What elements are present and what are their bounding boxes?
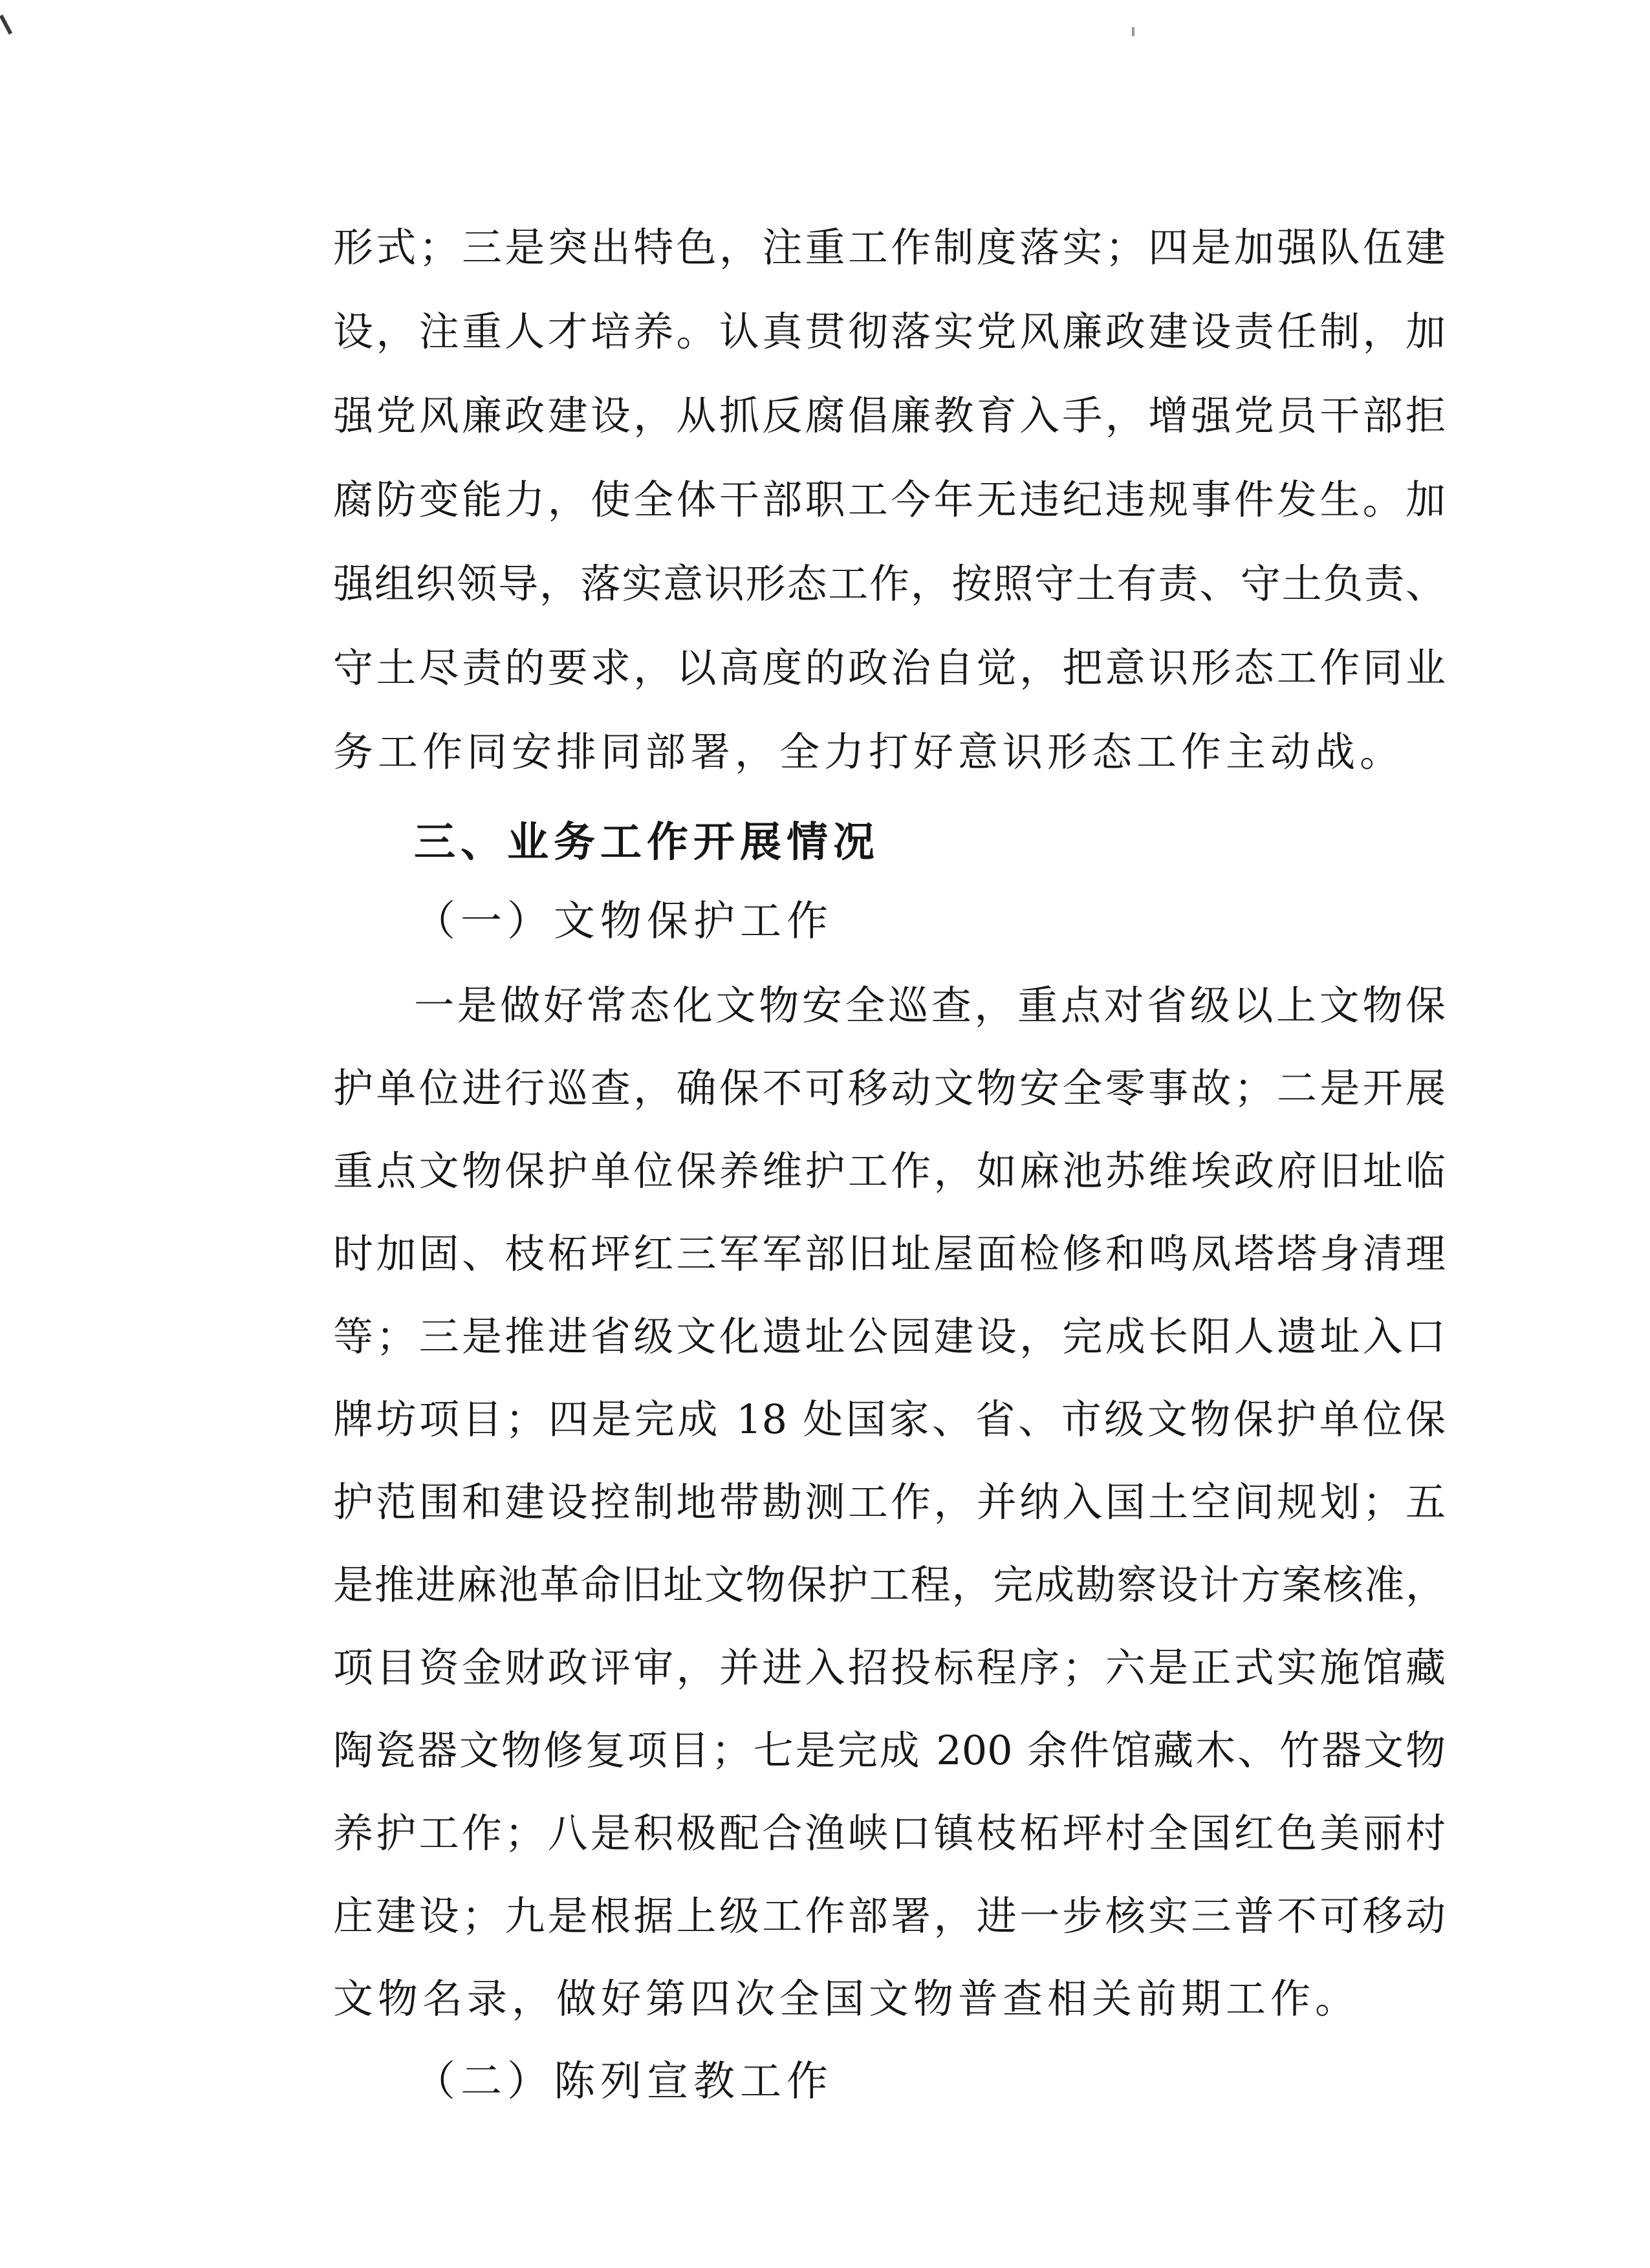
paragraph-line: 强组织领导，落实意识形态工作，按照守土有责、守土负责、 [333,560,1446,607]
paragraph-line: 形式；三是突出特色，注重工作制度落实；四是加强队伍建 [333,224,1446,271]
paragraph-line: 养护工作；八是积极配合渔峡口镇枝柘坪村全国红色美丽村 [333,1809,1446,1857]
paragraph-line: 陶瓷器文物修复项目；七是完成 200 余件馆藏木、竹器文物 [333,1727,1446,1774]
paragraph-line: 守土尽责的要求，以高度的政治自觉，把意识形态工作同业 [333,644,1446,691]
paragraph-line: 设，注重人才培养。认真贯彻落实党风廉政建设责任制，加 [333,308,1446,355]
paragraph-line: 是推进麻池革命旧址文物保护工程，完成勘察设计方案核准， [333,1561,1446,1608]
paragraph-line: 重点文物保护单位保养维护工作，如麻池苏维埃政府旧址临 [333,1147,1446,1194]
paragraph-line: 腐防变能力，使全体干部职工今年无违纪违规事件发生。加 [333,476,1446,523]
paragraph-line: 等；三是推进省级文化遗址公园建设，完成长阳人遗址入口 [333,1313,1446,1360]
subsection-heading: （一）文物保护工作 [414,898,833,945]
paragraph-line: 牌坊项目；四是完成 18 处国家、省、市级文物保护单位保 [333,1396,1446,1443]
paragraph-line: 护范围和建设控制地带勘测工作，并纳入国土空间规划；五 [333,1478,1446,1526]
scan-speck [1132,27,1134,36]
scan-corner-mark [0,14,12,34]
paragraph-line: 强党风廉政建设，从抓反腐倡廉教育入手，增强党员干部拒 [333,392,1446,439]
paragraph-line: 护单位进行巡查，确保不可移动文物安全零事故；二是开展 [333,1064,1446,1112]
paragraph-line: 时加固、枝柘坪红三军军部旧址屋面检修和鸣凤塔塔身清理 [333,1230,1446,1277]
paragraph-line: 项目资金财政评审，并进入招投标程序；六是正式实施馆藏 [333,1644,1446,1691]
paragraph-line: 庄建设；九是根据上级工作部署，进一步核实三普不可移动 [333,1892,1446,1939]
paragraph-line: 一是做好常态化文物安全巡查，重点对省级以上文物保 [414,982,1446,1029]
paragraph-line: 务工作同安排同部署，全力打好意识形态工作主动战。 [333,728,1405,775]
section-heading: 三、业务工作开展情况 [414,819,880,867]
subsection-heading: （二）陈列宣教工作 [414,2058,833,2106]
paragraph-line: 文物名录，做好第四次全国文物普查相关前期工作。 [333,1975,1360,2022]
